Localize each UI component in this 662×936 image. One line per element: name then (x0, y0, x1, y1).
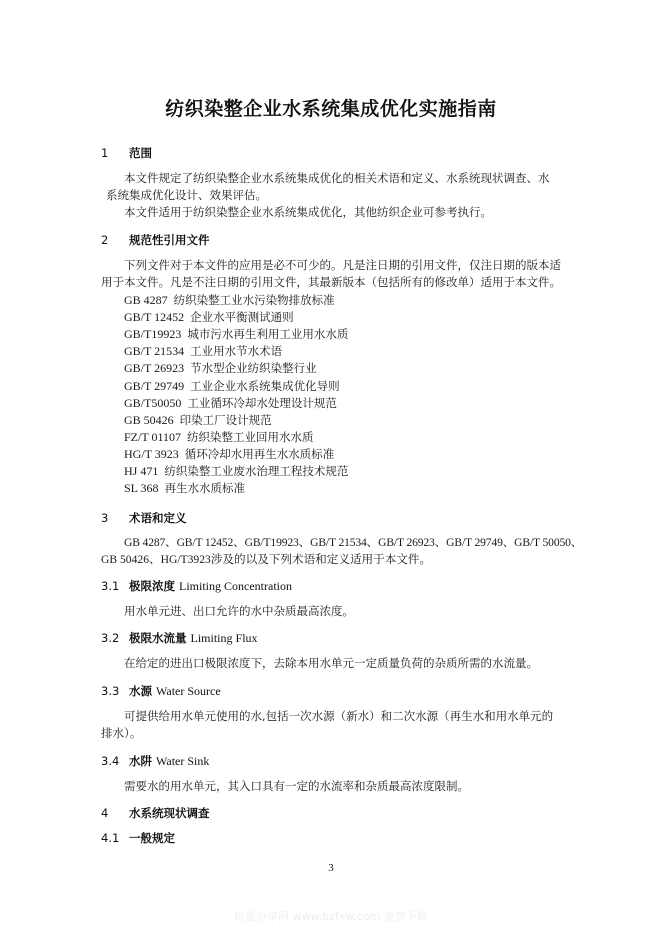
document-title: 纺织染整企业水系统集成优化实施指南 (165, 98, 497, 120)
subsection-3-3-heading (101, 683, 221, 699)
reference-item (124, 412, 272, 428)
paragraph: 系统集成优化设计、效果评估。 (106, 188, 267, 202)
reference-code: HJ 471 (124, 464, 159, 478)
reference-code: GB/T 12452 (124, 310, 185, 325)
paragraph: 用于本文件。凡是不注日期的引用文件，其最新版本（包括所有的修改单）适用于本文件。 (101, 275, 561, 289)
paragraph: 用水单元进、出口允许的水中杂质最高浓度。 (124, 604, 354, 618)
section-3-heading (101, 510, 187, 526)
section-number: 1 (101, 146, 109, 160)
paragraph: 可提供给用水单元使用的水,包括一次水源（新水）和二次水源（再生水和用水单元的 (124, 709, 554, 723)
english-term: Water Source (156, 684, 221, 698)
reference-name: 印染工厂设计规范 (179, 412, 272, 427)
section-number: 4.1 (101, 831, 120, 845)
paragraph: 排水）。 (101, 726, 142, 740)
section-number: 3.1 (101, 579, 120, 593)
section-title: 极限水流量 (129, 631, 187, 645)
paragraph: 本文件规定了纺织染整企业水系统集成优化的相关术语和定义、水系统现状调查、水 (124, 171, 550, 185)
reference-code: HG/T 3923 (124, 446, 179, 461)
section-title: 水源 (129, 684, 152, 698)
reference-code: GB/T 21534 (124, 344, 185, 359)
section-number: 3.2 (101, 631, 120, 645)
reference-code: GB 50426 (124, 412, 174, 427)
reference-item (124, 395, 337, 411)
watermark: 标准分享网 www.bzfxw.com 免费下载 (234, 910, 428, 923)
section-number: 3.4 (101, 754, 120, 768)
english-term: Limiting Flux (190, 631, 258, 645)
section-number: 3 (101, 511, 109, 525)
reference-item (124, 343, 282, 359)
paragraph: 需要水的用水单元，其入口具有一定的水流率和杂质最高浓度限制。 (124, 779, 469, 793)
section-title: 术语和定义 (129, 511, 187, 525)
section-title: 规范性引用文件 (129, 233, 210, 247)
reference-code: GB 4287 (124, 293, 168, 307)
reference-item (124, 463, 348, 479)
reference-name: 循环冷却水用再生水水质标准 (184, 446, 335, 461)
reference-name: 纺织染整工业水污染物排放标准 (173, 293, 335, 307)
paragraph: 本文件适用于纺织染整企业水系统集成优化，其他纺织企业可参考执行。 (124, 205, 492, 219)
reference-item (124, 292, 335, 308)
section-title: 一般规定 (129, 831, 175, 845)
reference-code: GB/T 29749 (124, 378, 185, 393)
reference-name: 节水型企业纺织染整行业 (190, 361, 317, 376)
english-term: Limiting Concentration (179, 579, 292, 593)
reference-name: 企业水平衡测试通则 (190, 310, 294, 325)
subsection-3-4-heading (101, 753, 209, 769)
reference-code: GB/T 26923 (124, 361, 185, 376)
reference-name: 工业企业水系统集成优化导则 (190, 378, 340, 393)
section-title: 水系统现状调查 (129, 806, 210, 820)
reference-name: 工业用水节水术语 (190, 344, 283, 359)
reference-code: GB/T19923 (124, 327, 182, 342)
section-2-heading (101, 232, 210, 248)
reference-item (124, 446, 334, 462)
reference-item (124, 360, 317, 376)
subsection-4-1-heading (101, 830, 175, 846)
reference-item (124, 309, 294, 325)
reference-name: 纺织染整工业废水治理工程技术规范 (164, 464, 349, 478)
paragraph: 在给定的进出口极限浓度下，去除本用水单元一定质量负荷的杂质所需的水流量。 (124, 656, 538, 670)
paragraph: GB 4287、GB/T 12452、GB/T19923、GB/T 21534、GB/T 26923、GB/T 29749、GB/T 50050、 (124, 536, 583, 549)
reference-name: 城市污水再生利用工业用水水质 (187, 327, 349, 342)
reference-item (124, 480, 245, 496)
section-number: 4 (101, 806, 109, 820)
paragraph: 下列文件对于本文件的应用是必不可少的。凡是注日期的引用文件，仅注日期的版本适 (124, 258, 561, 272)
reference-item (124, 429, 314, 445)
subsection-3-1-heading (101, 578, 292, 594)
reference-name: 再生水水质标准 (164, 481, 246, 496)
reference-code: FZ/T 01107 (124, 429, 182, 444)
reference-item (124, 378, 340, 394)
section-title: 范围 (129, 146, 152, 160)
section-number: 2 (101, 233, 109, 247)
reference-item (124, 326, 348, 342)
section-4-heading (101, 805, 210, 821)
reference-name: 工业循环冷却水处理设计规范 (187, 395, 337, 410)
section-number: 3.3 (101, 684, 120, 698)
section-1-heading (101, 145, 152, 161)
english-term: Water Sink (156, 754, 210, 768)
reference-code: SL 368 (124, 481, 159, 496)
section-title: 水阱 (129, 754, 152, 768)
subsection-3-2-heading (101, 630, 258, 646)
reference-name: 纺织染整工业回用水水质 (187, 429, 314, 444)
page-number: 3 (328, 862, 334, 874)
section-title: 极限浓度 (129, 579, 175, 593)
reference-code: GB/T50050 (124, 395, 182, 410)
paragraph: GB 50426、HG/T3923涉及的以及下列术语和定义适用于本文件。 (101, 553, 432, 566)
